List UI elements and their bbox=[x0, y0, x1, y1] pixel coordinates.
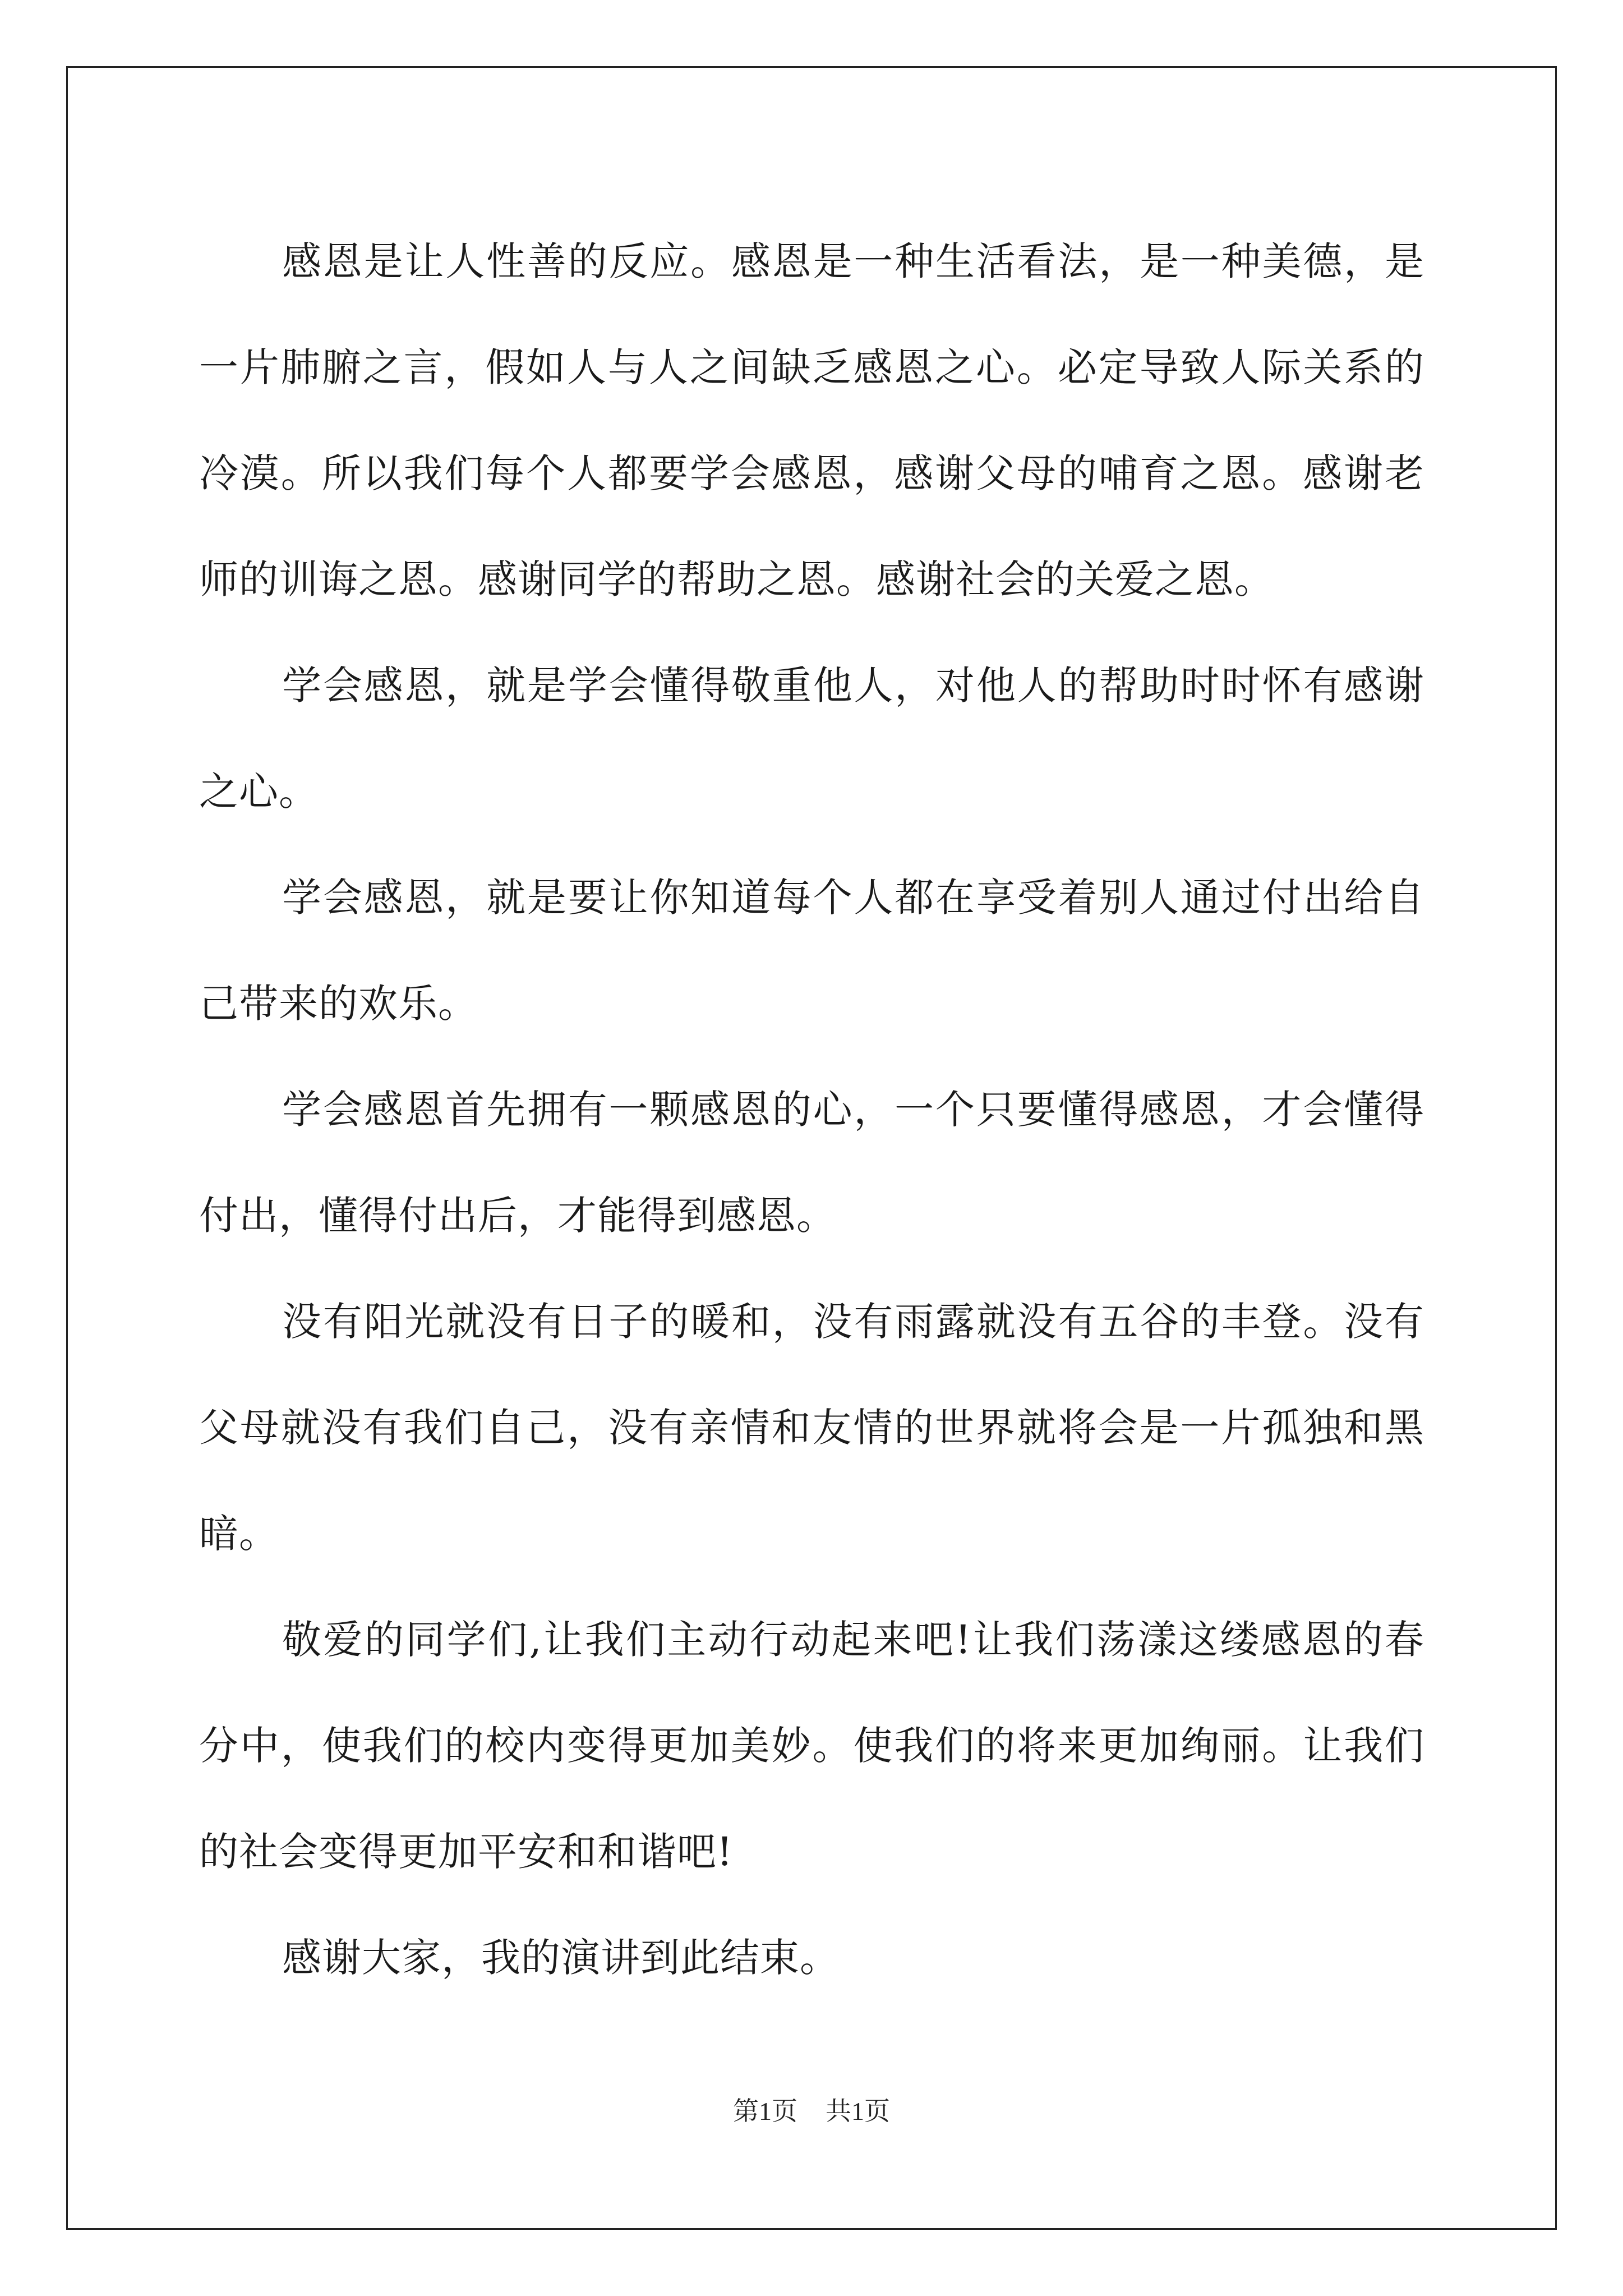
page-footer bbox=[0, 2091, 1623, 2128]
page-number: 第1页 bbox=[733, 2097, 797, 2125]
paragraph: 学会感恩，就是要让你知道每个人都在享受着别人通过付出给自己带来的欢乐。 bbox=[199, 875, 1424, 1027]
paragraph: 学会感恩首先拥有一颗感恩的心，一个只要懂得感恩，才会懂得付出，懂得付出后，才能得到感恩。 bbox=[199, 1087, 1424, 1239]
paragraph: 感恩是让人性善的反应。感恩是一种生活看法，是一种美德，是一片肺腑之言，假如人与人之间缺乏感恩之心。必定导致人际关系的冷漠。所以我们每个人都要学会感恩，感谢父母的哺育之恩。感谢老师的训诲之恩。感谢同学的帮助之恩。感谢社会的关爱之恩。 bbox=[199, 238, 1424, 602]
paragraph: 学会感恩，就是学会懂得敬重他人，对他人的帮助时时怀有感谢之心。 bbox=[199, 662, 1424, 815]
paragraph: 感谢大家，我的演讲到此结束。 bbox=[282, 1935, 840, 1981]
paragraph: 敬爱的同学们,让我们主动行动起来吧!让我们荡漾这缕感恩的春分中，使我们的校内变得更加美妙。使我们的将来更加绚丽。让我们的社会变得更加平安和和谐吧! bbox=[199, 1617, 1424, 1875]
paragraph: 没有阳光就没有日子的暖和，没有雨露就没有五谷的丰登。没有父母就没有我们自己，没有亲情和友情的世界就将会是一片孤独和黑暗。 bbox=[199, 1299, 1424, 1557]
document-body bbox=[199, 209, 1424, 2011]
page-total: 共1页 bbox=[826, 2097, 890, 2125]
